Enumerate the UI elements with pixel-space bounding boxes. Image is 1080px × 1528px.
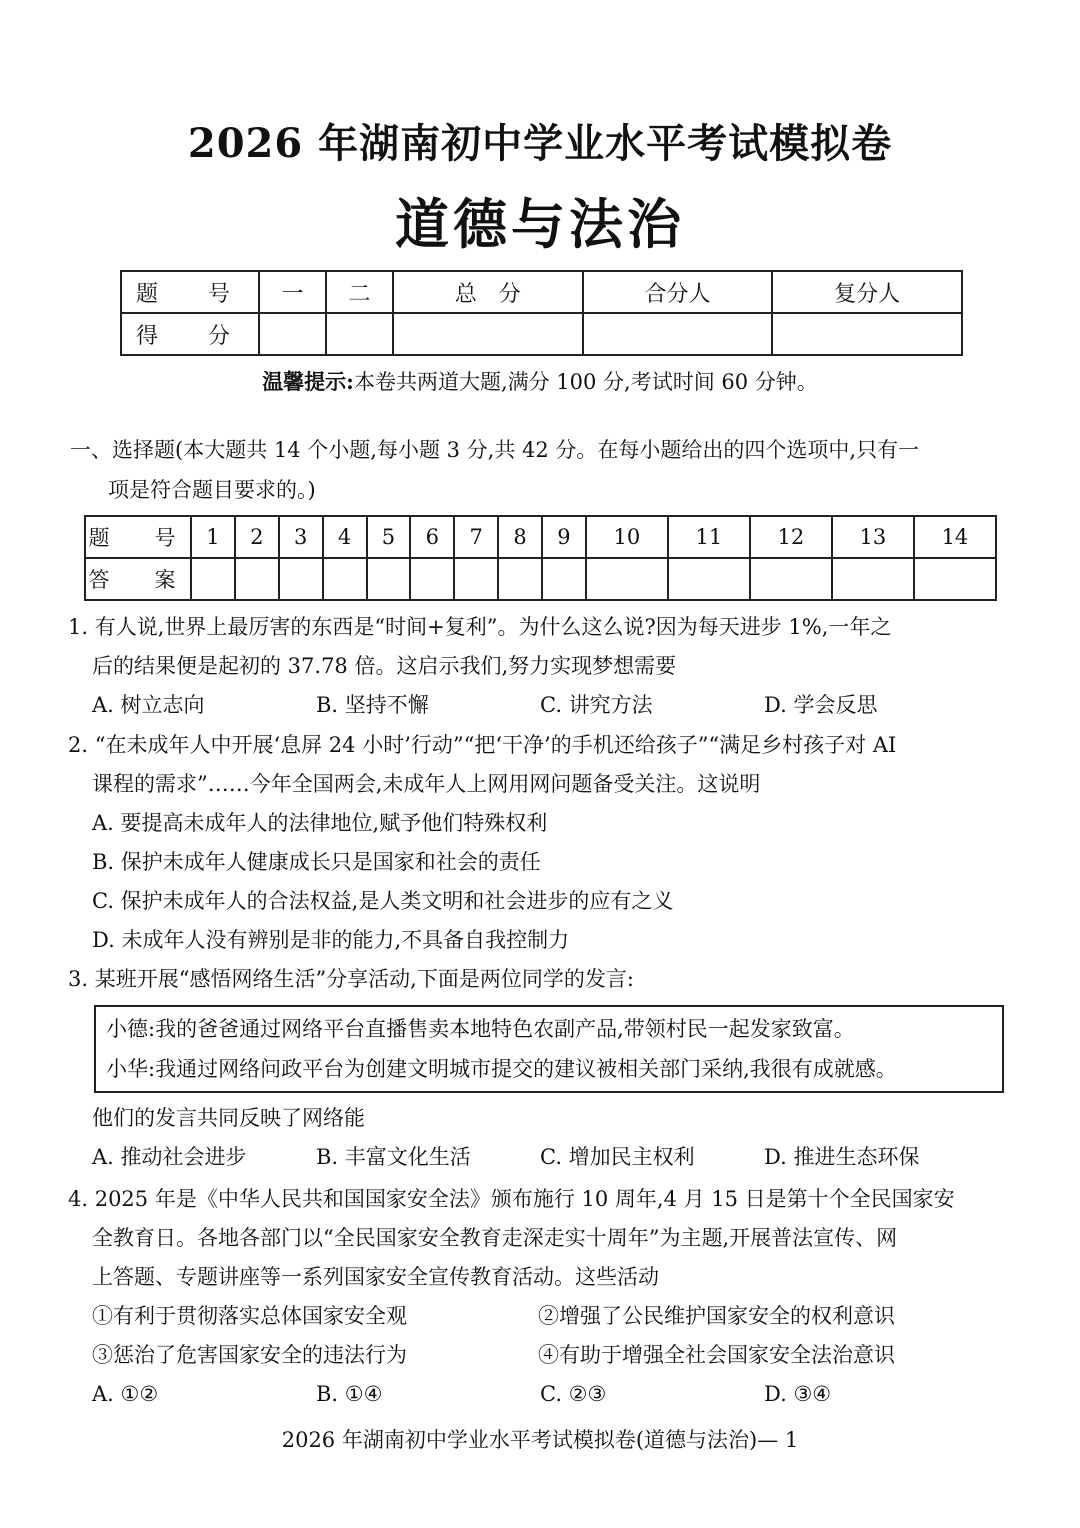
answer-cell bbox=[410, 558, 454, 600]
answer-cell bbox=[832, 558, 914, 600]
section-1-heading bbox=[70, 430, 1020, 510]
question-4 bbox=[68, 1180, 1018, 1414]
answer-number: 2 bbox=[235, 516, 279, 558]
option-c: C. 保护未成年人的合法权益,是人类文明和社会进步的应有之义 bbox=[92, 889, 674, 913]
question-4-items-row2 bbox=[68, 1336, 1018, 1375]
answer-number: 14 bbox=[914, 516, 996, 558]
option-c: C. 增加民主权利 bbox=[540, 1145, 695, 1169]
question-4-options bbox=[68, 1375, 1018, 1414]
section-1-line2: 项是符合题目要求的。) bbox=[108, 478, 316, 502]
question-2 bbox=[68, 726, 1018, 960]
score-header-reviewer: 复分人 bbox=[772, 271, 962, 313]
question-3-line1: 3. 某班开展“感悟网络生活”分享活动,下面是两位同学的发言: bbox=[68, 967, 634, 991]
answer-cell bbox=[750, 558, 832, 600]
answer-number: 4 bbox=[323, 516, 367, 558]
option-d: D. 未成年人没有辨别是非的能力,不具备自我控制力 bbox=[92, 928, 570, 952]
answer-cell bbox=[367, 558, 411, 600]
answer-row-label: 答 案 bbox=[85, 558, 191, 600]
question-4-line2: 全教育日。各地各部门以“全民国家安全教育走深走实十周年”为主题,开展普法宣传、网 bbox=[92, 1226, 898, 1250]
answer-cell bbox=[454, 558, 498, 600]
score-cell bbox=[583, 313, 773, 355]
question-1-options bbox=[68, 686, 1018, 725]
answer-cell bbox=[542, 558, 586, 600]
page-footer: 2026 年湖南初中学业水平考试模拟卷(道德与法治)— 1 bbox=[281, 1428, 799, 1452]
answer-cell bbox=[191, 558, 235, 600]
question-3 bbox=[68, 960, 1018, 1177]
question-2-line1: 2. “在未成年人中开展‘息屏 24 小时’行动”“把‘干净’的手机还给孩子”“满足乡村孩子对 AI bbox=[68, 733, 897, 757]
question-1 bbox=[68, 608, 1018, 725]
quote-xiaohua: 小华:我通过网络问政平台为创建文明城市提交的建议被相关部门采纳,我很有成就感。 bbox=[106, 1057, 897, 1081]
option-a: A. 树立志向 bbox=[92, 693, 205, 717]
question-2-line2: 课程的需求”……今年全国两会,未成年人上网用网问题备受关注。这说明 bbox=[92, 772, 761, 796]
answer-number: 8 bbox=[498, 516, 542, 558]
answer-cell bbox=[586, 558, 668, 600]
score-cell bbox=[393, 313, 583, 355]
option-d: D. 学会反思 bbox=[764, 693, 878, 717]
answer-cell bbox=[279, 558, 323, 600]
option-a: A. 要提高未成年人的法律地位,赋予他们特殊权利 bbox=[92, 811, 548, 835]
tip-label: 温馨提示: bbox=[262, 369, 354, 394]
exam-tip bbox=[0, 366, 1080, 396]
score-header-label: 题 号 bbox=[121, 271, 259, 313]
score-table-header-row bbox=[121, 271, 962, 313]
question-3-line2: 他们的发言共同反映了网络能 bbox=[92, 1106, 365, 1130]
quote-xiaode: 小德:我的爸爸通过网络平台直播售卖本地特色农副产品,带领村民一起发家致富。 bbox=[106, 1017, 855, 1041]
question-3-options bbox=[68, 1138, 1018, 1177]
score-header-total: 总 分 bbox=[393, 271, 583, 313]
answer-table bbox=[84, 515, 997, 601]
score-table-score-row bbox=[121, 313, 962, 355]
tip-text: 本卷共两道大题,满分 100 分,考试时间 60 分钟。 bbox=[353, 370, 818, 394]
option-d: D. ③④ bbox=[764, 1382, 832, 1406]
option-b: B. 保护未成年人健康成长只是国家和社会的责任 bbox=[92, 850, 541, 874]
answer-table-number-row bbox=[85, 516, 996, 558]
answer-number: 3 bbox=[279, 516, 323, 558]
answer-number: 7 bbox=[454, 516, 498, 558]
option-b: B. 丰富文化生活 bbox=[316, 1145, 471, 1169]
question-1-line2: 后的结果便是起初的 37.78 倍。这启示我们,努力实现梦想需要 bbox=[92, 654, 677, 678]
answer-cell bbox=[914, 558, 996, 600]
answer-cell bbox=[323, 558, 367, 600]
score-cell bbox=[259, 313, 326, 355]
answer-number: 12 bbox=[750, 516, 832, 558]
question-4-items-row1 bbox=[68, 1297, 1018, 1336]
score-header-tallier: 合分人 bbox=[583, 271, 773, 313]
score-row-label: 得 分 bbox=[121, 313, 259, 355]
option-b: B. ①④ bbox=[316, 1382, 383, 1406]
answer-cell bbox=[498, 558, 542, 600]
item-4: ④有助于增强全社会国家安全法治意识 bbox=[538, 1343, 895, 1367]
item-2: ②增强了公民维护国家安全的权利意识 bbox=[538, 1304, 895, 1328]
quote-box bbox=[94, 1005, 1004, 1093]
score-cell bbox=[326, 313, 393, 355]
option-a: A. 推动社会进步 bbox=[92, 1145, 247, 1169]
score-header-part1: 一 bbox=[259, 271, 326, 313]
section-1-line1: 一、选择题(本大题共 14 个小题,每小题 3 分,共 42 分。在每小题给出的四个选项中,只有一 bbox=[70, 438, 920, 462]
answer-number: 5 bbox=[367, 516, 411, 558]
option-b: B. 坚持不懈 bbox=[316, 693, 429, 717]
option-d: D. 推进生态环保 bbox=[764, 1145, 920, 1169]
answer-number: 13 bbox=[832, 516, 914, 558]
answer-number: 10 bbox=[586, 516, 668, 558]
subject-title: 道德与法治 bbox=[395, 192, 685, 256]
answer-number: 1 bbox=[191, 516, 235, 558]
score-cell bbox=[772, 313, 962, 355]
answer-number-label: 题 号 bbox=[85, 516, 191, 558]
option-c: C. ②③ bbox=[540, 1382, 607, 1406]
question-1-line1: 1. 有人说,世界上最厉害的东西是“时间+复利”。为什么这么说?因为每天进步 1%,一年之 bbox=[68, 615, 892, 639]
item-1: ①有利于贯彻落实总体国家安全观 bbox=[92, 1304, 407, 1328]
question-4-line3: 上答题、专题讲座等一系列国家安全宣传教育活动。这些活动 bbox=[92, 1265, 659, 1289]
answer-cell bbox=[235, 558, 279, 600]
answer-number: 11 bbox=[668, 516, 750, 558]
exam-title: 2026 年湖南初中学业水平考试模拟卷 bbox=[187, 120, 893, 167]
item-3: ③惩治了危害国家安全的违法行为 bbox=[92, 1343, 407, 1367]
question-4-line1: 4. 2025 年是《中华人民共和国国家安全法》颁布施行 10 周年,4 月 15 日是第十个全民国家安 bbox=[68, 1187, 955, 1211]
answer-table-answer-row bbox=[85, 558, 996, 600]
answer-cell bbox=[668, 558, 750, 600]
option-a: A. ①② bbox=[92, 1382, 159, 1406]
score-header-part2: 二 bbox=[326, 271, 393, 313]
option-c: C. 讲究方法 bbox=[540, 693, 653, 717]
score-table bbox=[120, 270, 963, 356]
answer-number: 6 bbox=[410, 516, 454, 558]
answer-number: 9 bbox=[542, 516, 586, 558]
